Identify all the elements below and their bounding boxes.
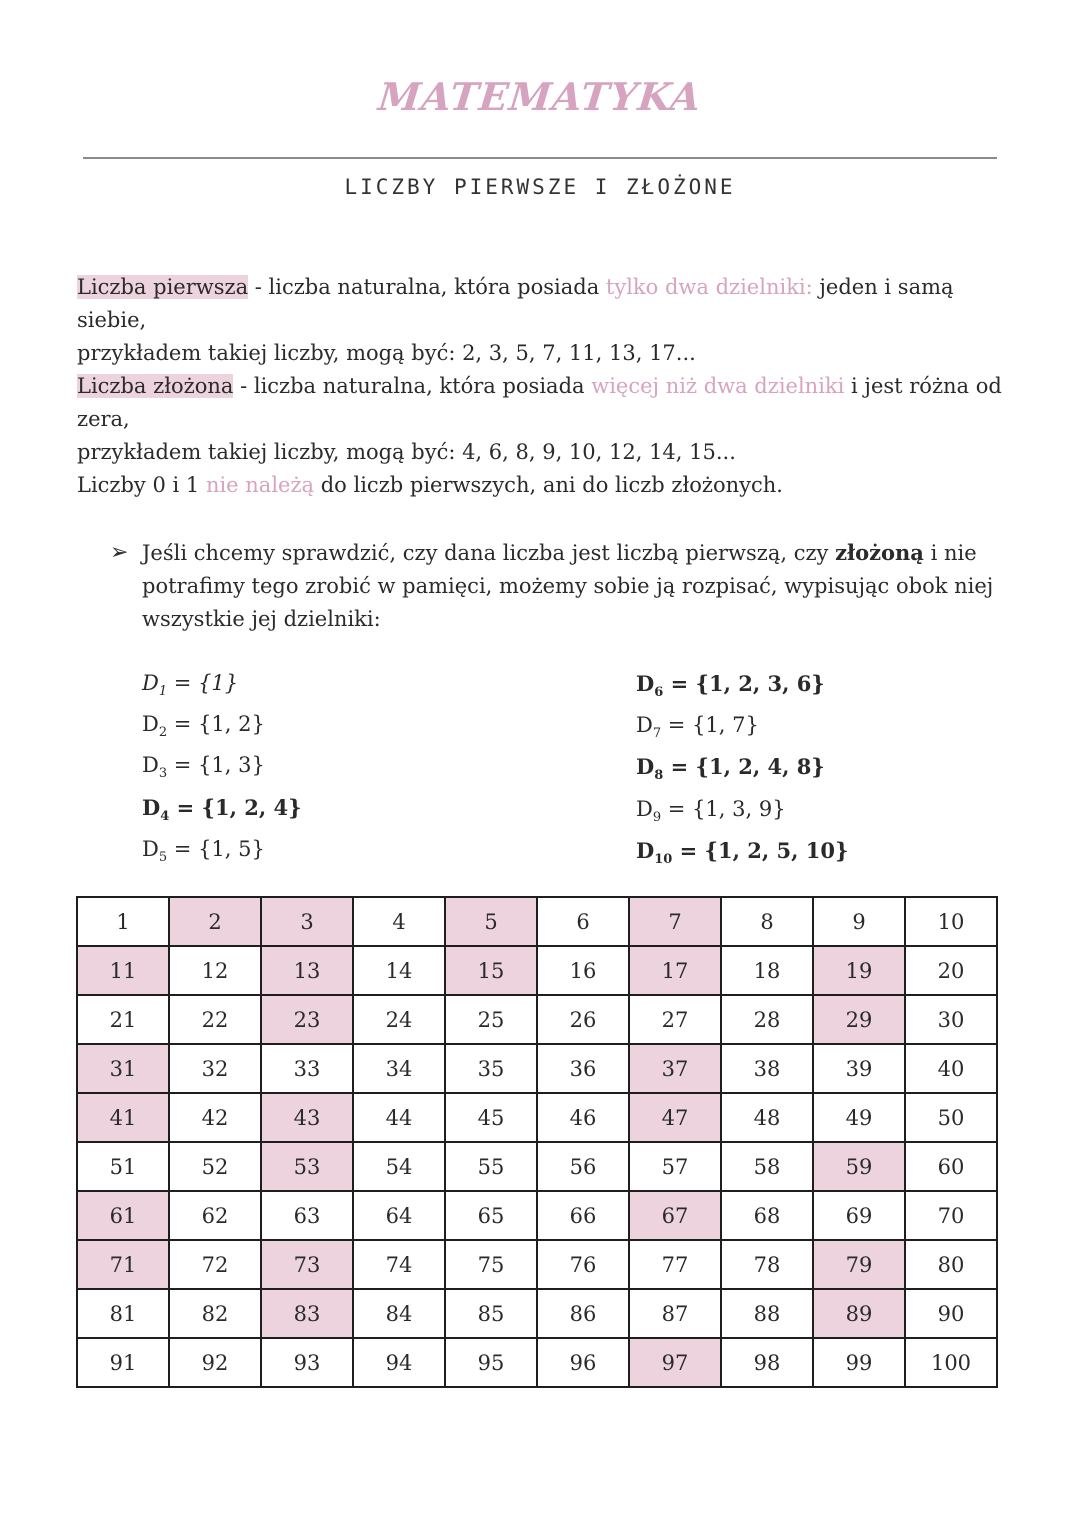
- table-cell: 59: [813, 1142, 905, 1191]
- divisor-letter: D: [636, 796, 653, 821]
- divisor-index: 1: [158, 684, 168, 700]
- table-cell: 70: [905, 1191, 997, 1240]
- divisor-index: 8: [654, 768, 664, 784]
- zero-one-note: [77, 469, 1017, 502]
- table-cell: 1: [77, 897, 169, 946]
- table-cell: 28: [721, 995, 813, 1044]
- table-cell: 75: [445, 1240, 537, 1289]
- table-cell: 72: [169, 1240, 261, 1289]
- zero-one-text-2: do liczb pierwszych, ani do liczb złożonych.: [314, 473, 783, 497]
- table-cell: 18: [721, 946, 813, 995]
- table-cell: 39: [813, 1044, 905, 1093]
- table-cell: 58: [721, 1142, 813, 1191]
- table-cell: 49: [813, 1093, 905, 1142]
- table-cell: 64: [353, 1191, 445, 1240]
- table-cell: 7: [629, 897, 721, 946]
- table-cell: 92: [169, 1338, 261, 1387]
- table-row: [77, 946, 997, 995]
- table-cell: 93: [261, 1338, 353, 1387]
- divisor-set: [636, 793, 848, 834]
- divisor-index: 4: [160, 808, 170, 824]
- divisor-letter: D: [636, 837, 655, 863]
- table-cell: 36: [537, 1044, 629, 1093]
- divisor-values: = {1, 2, 4}: [169, 794, 302, 820]
- table-cell: 86: [537, 1289, 629, 1338]
- table-cell: 63: [261, 1191, 353, 1240]
- table-cell: 77: [629, 1240, 721, 1289]
- table-cell: 91: [77, 1338, 169, 1387]
- divisor-index: 7: [652, 726, 662, 742]
- table-cell: 94: [353, 1338, 445, 1387]
- composite-text-1: - liczba naturalna, która posiada: [233, 374, 592, 398]
- table-cell: 52: [169, 1142, 261, 1191]
- table-cell: 47: [629, 1093, 721, 1142]
- table-cell: 30: [905, 995, 997, 1044]
- divisor-index: 5: [158, 849, 168, 865]
- table-row: [77, 1093, 997, 1142]
- divisor-set: [636, 750, 848, 792]
- table-cell: 46: [537, 1093, 629, 1142]
- table-cell: 66: [537, 1191, 629, 1240]
- table-cell: 6: [537, 897, 629, 946]
- divisor-set: [142, 708, 302, 749]
- page-title: MATEMATYKA: [376, 74, 704, 119]
- table-row: [77, 1044, 997, 1093]
- divisor-index: 10: [654, 851, 673, 867]
- table-cell: 25: [445, 995, 537, 1044]
- divisor-letter: D: [636, 754, 655, 780]
- divisor-values: = {1, 5}: [167, 836, 265, 861]
- prime-term: Liczba pierwsza: [77, 275, 249, 299]
- table-row: [77, 1240, 997, 1289]
- table-cell: 87: [629, 1289, 721, 1338]
- divisor-index: 2: [158, 725, 168, 741]
- prime-examples: przykładem takiej liczby, mogą być: 2, 3, 5, 7, 11, 13, 17...: [77, 341, 696, 365]
- divisor-set: [142, 749, 302, 790]
- table-cell: 54: [353, 1142, 445, 1191]
- bullet-text-1: Jeśli chcemy sprawdzić, czy dana liczba jest liczbą pierwszą, czy: [142, 541, 836, 565]
- table-cell: 96: [537, 1338, 629, 1387]
- divisor-index: 9: [652, 809, 662, 825]
- table-cell: 31: [77, 1044, 169, 1093]
- bullet-bold: złożoną: [835, 540, 924, 565]
- zero-one-text-1: Liczby 0 i 1: [77, 473, 206, 497]
- table-row: [77, 1142, 997, 1191]
- table-cell: 43: [261, 1093, 353, 1142]
- table-cell: 97: [629, 1338, 721, 1387]
- divisor-letter: D: [142, 794, 161, 820]
- table-cell: 21: [77, 995, 169, 1044]
- table-row: [77, 995, 997, 1044]
- table-cell: 100: [905, 1338, 997, 1387]
- table-cell: 51: [77, 1142, 169, 1191]
- table-cell: 68: [721, 1191, 813, 1240]
- table-row: [77, 1338, 997, 1387]
- table-cell: 26: [537, 995, 629, 1044]
- composite-text-2: i jest różna od zera,: [77, 374, 1002, 431]
- table-cell: 78: [721, 1240, 813, 1289]
- table-cell: 20: [905, 946, 997, 995]
- divisor-values: = {1, 2, 5, 10}: [672, 837, 849, 863]
- table-cell: 85: [445, 1289, 537, 1338]
- table-row: [77, 1289, 997, 1338]
- table-cell: 74: [353, 1240, 445, 1289]
- table-cell: 88: [721, 1289, 813, 1338]
- table-cell: 32: [169, 1044, 261, 1093]
- table-cell: 13: [261, 946, 353, 995]
- numbers-table: [76, 896, 998, 1388]
- bullet-text: [142, 536, 1012, 636]
- table-cell: 38: [721, 1044, 813, 1093]
- table-cell: 42: [169, 1093, 261, 1142]
- composite-examples: przykładem takiej liczby, mogą być: 4, 6, 8, 9, 10, 12, 14, 15...: [77, 440, 736, 464]
- table-cell: 14: [353, 946, 445, 995]
- table-cell: 19: [813, 946, 905, 995]
- table-row: [77, 1191, 997, 1240]
- table-cell: 69: [813, 1191, 905, 1240]
- title-divider: [83, 157, 997, 159]
- composite-definition: [77, 370, 1017, 469]
- divisor-values: = {1, 7}: [661, 713, 759, 738]
- divisor-values: = {1, 2, 4, 8}: [663, 754, 825, 780]
- divisor-letter: D: [142, 836, 159, 861]
- table-cell: 29: [813, 995, 905, 1044]
- table-cell: 24: [353, 995, 445, 1044]
- page-subtitle: LICZBY PIERWSZE I ZŁOŻONE: [344, 175, 736, 199]
- table-cell: 41: [77, 1093, 169, 1142]
- bullet-text-2: i nie potrafimy tego zrobić w pamięci, możemy sobie ją rozpisać, wypisując obok niej wszystkie jej dzielniki:: [142, 541, 994, 631]
- composite-term: Liczba złożona: [77, 374, 234, 398]
- table-cell: 95: [445, 1338, 537, 1387]
- divisor-set: [636, 709, 848, 750]
- divisor-values: = {1, 2}: [167, 712, 265, 737]
- table-cell: 16: [537, 946, 629, 995]
- divisor-index: 6: [654, 685, 664, 701]
- divisor-letter: D: [142, 671, 159, 695]
- table-cell: 5: [445, 897, 537, 946]
- table-cell: 11: [77, 946, 169, 995]
- table-cell: 73: [261, 1240, 353, 1289]
- divisor-values: = {1, 3, 9}: [661, 796, 786, 821]
- table-cell: 37: [629, 1044, 721, 1093]
- table-cell: 80: [905, 1240, 997, 1289]
- divisor-letter: D: [636, 671, 655, 696]
- table-cell: 55: [445, 1142, 537, 1191]
- table-cell: 82: [169, 1289, 261, 1338]
- table-cell: 61: [77, 1191, 169, 1240]
- divisor-letter: D: [142, 753, 159, 778]
- composite-highlight: więcej niż dwa dzielniki: [591, 374, 845, 398]
- table-cell: 76: [537, 1240, 629, 1289]
- divisors-left-column: [142, 667, 302, 874]
- prime-definition: [77, 271, 1017, 370]
- table-cell: 90: [905, 1289, 997, 1338]
- table-cell: 98: [721, 1338, 813, 1387]
- zero-one-highlight: nie należą: [205, 473, 315, 497]
- table-cell: 45: [445, 1093, 537, 1142]
- divisor-index: 3: [158, 766, 168, 782]
- table-cell: 22: [169, 995, 261, 1044]
- divisor-set: [636, 667, 848, 709]
- table-cell: 56: [537, 1142, 629, 1191]
- table-cell: 44: [353, 1093, 445, 1142]
- table-cell: 9: [813, 897, 905, 946]
- table-cell: 3: [261, 897, 353, 946]
- divisor-values: = {1}: [167, 671, 239, 695]
- divisor-values: = {1, 2, 3, 6}: [663, 671, 825, 696]
- table-cell: 12: [169, 946, 261, 995]
- table-cell: 81: [77, 1289, 169, 1338]
- table-cell: 27: [629, 995, 721, 1044]
- table-cell: 79: [813, 1240, 905, 1289]
- prime-text-1: - liczba naturalna, która posiada: [248, 275, 606, 299]
- bullet-arrow-icon: ➢: [110, 540, 129, 565]
- divisor-set: [636, 834, 848, 876]
- table-cell: 33: [261, 1044, 353, 1093]
- table-cell: 15: [445, 946, 537, 995]
- divisor-set: [142, 833, 302, 874]
- table-cell: 67: [629, 1191, 721, 1240]
- table-cell: 34: [353, 1044, 445, 1093]
- divisors-right-column: [636, 667, 848, 876]
- table-cell: 8: [721, 897, 813, 946]
- table-cell: 83: [261, 1289, 353, 1338]
- table-cell: 60: [905, 1142, 997, 1191]
- table-cell: 2: [169, 897, 261, 946]
- table-cell: 35: [445, 1044, 537, 1093]
- table-row: [77, 897, 997, 946]
- divisor-set: [142, 791, 302, 833]
- divisor-set: [142, 667, 302, 708]
- table-cell: 4: [353, 897, 445, 946]
- table-cell: 50: [905, 1093, 997, 1142]
- table-cell: 10: [905, 897, 997, 946]
- divisor-letter: D: [636, 713, 653, 738]
- table-cell: 40: [905, 1044, 997, 1093]
- table-cell: 62: [169, 1191, 261, 1240]
- divisor-values: = {1, 3}: [167, 753, 265, 778]
- table-cell: 65: [445, 1191, 537, 1240]
- prime-highlight: tylko dwa dzielniki:: [605, 275, 813, 299]
- table-cell: 84: [353, 1289, 445, 1338]
- divisor-letter: D: [142, 712, 159, 737]
- table-cell: 57: [629, 1142, 721, 1191]
- table-cell: 71: [77, 1240, 169, 1289]
- table-cell: 17: [629, 946, 721, 995]
- table-cell: 89: [813, 1289, 905, 1338]
- table-cell: 99: [813, 1338, 905, 1387]
- prime-text-2: jeden i samą siebie,: [77, 275, 954, 332]
- table-cell: 48: [721, 1093, 813, 1142]
- table-cell: 53: [261, 1142, 353, 1191]
- table-cell: 23: [261, 995, 353, 1044]
